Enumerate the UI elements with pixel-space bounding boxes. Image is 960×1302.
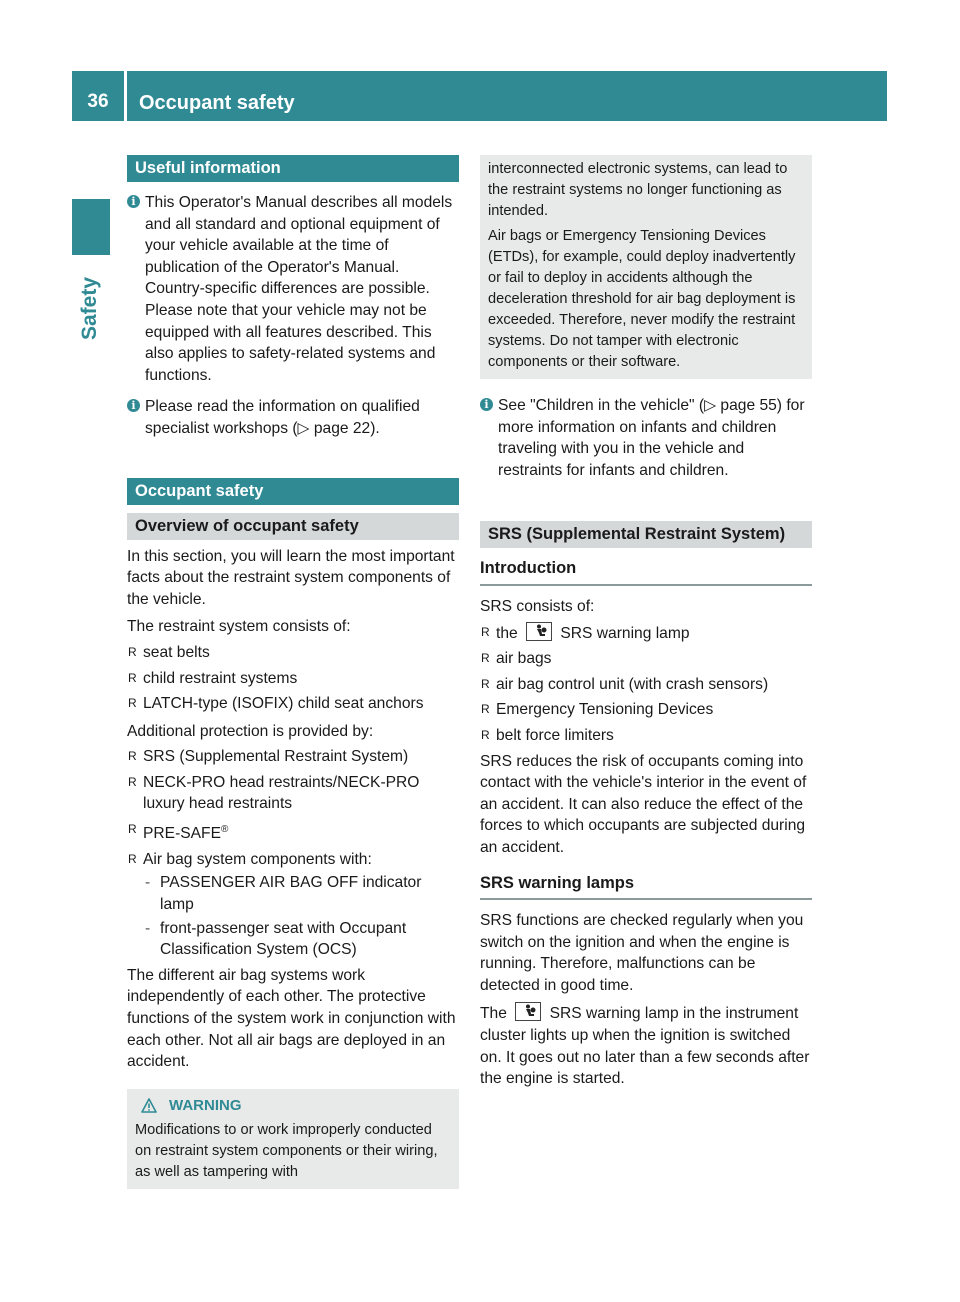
info-note-manual [127,192,459,386]
srs-heading: SRS (Supplemental Restraint System) [480,521,812,548]
srs-reduces-paragraph: SRS reduces the risk of occupants coming into contact with the vehicle's interior in the event of an accident. It can also reduce the effect of the forces to which occupants are subjected during an accident. [480,752,807,856]
list-item [480,622,812,645]
list-item: R air bag control unit (with crash sensors) [480,674,812,696]
list-item: R seat belts [127,642,459,664]
info-icon: i [480,398,493,411]
side-tab-label: Safety [78,276,101,340]
header-separator [124,71,127,121]
warning-box [127,1089,459,1189]
list-item: R Air bag system components with: [127,849,459,871]
info-note-workshops [127,396,459,439]
info-note-text: See "Children in the vehicle" (▷ page 55) for more information on infants and children traveling with you in the vehicle and restraints for infants and children. [498,397,805,479]
list-item-text: SRS warning lamp [560,624,690,642]
srs-warning-lamps-heading: SRS warning lamps [480,873,812,901]
warning-label: WARNING [169,1096,242,1114]
left-column [127,155,459,1189]
list-item-text: the [496,624,518,642]
list-item: R SRS (Supplemental Restraint System) [127,746,459,768]
warning-box-continued [480,155,812,379]
page-title: Occupant safety [139,92,295,114]
warning-text: interconnected electronic systems, can lead to the restraint systems no longer functioning as intended. [488,161,788,219]
page-number: 36 [87,91,109,112]
right-column [480,155,812,1090]
list-item: R NECK-PRO head restraints/NECK-PRO luxury head restraints [127,772,459,815]
info-icon: i [127,195,140,208]
side-tab-marker [72,199,110,255]
warning-text: Modifications to or work improperly conducted on restraint system components or their wiring, as well as tampering with [135,1121,438,1180]
useful-information-heading: Useful information [127,155,459,182]
list-item: R air bags [480,648,812,670]
airbag-paragraph: The different air bag systems work independently of each other. The protective functions of the system work in conjunction with each other. Not all air bags are deployed in an accident. [127,966,456,1071]
lamps-paragraph-2 [480,1002,812,1089]
paragraph-text: The [480,1005,507,1023]
list-item [127,819,459,845]
srs-consists-paragraph: SRS consists of: [480,597,595,615]
info-note-text: Please read the information on qualified specialist workshops (▷ page 22). [145,398,420,437]
occupant-safety-heading: Occupant safety [127,478,459,505]
info-note-children [480,395,812,481]
paragraph-text: SRS warning lamp in the instrument cluster lights up when the ignition is switched on. It goes out no later than a few seconds after the engine is started. [480,1005,810,1088]
overview-heading: Overview of occupant safety [127,513,459,540]
list-item-text: PRE-SAFE [143,825,221,843]
intro-paragraph: In this section, you will learn the most important facts about the restraint system components of the vehicle. [127,547,455,608]
warning-heading [141,1095,451,1116]
introduction-heading: Introduction [480,558,812,586]
sub-list-item: - PASSENGER AIR BAG OFF indicator lamp [127,872,459,915]
list-item: R Emergency Tensioning Devices [480,699,812,721]
warning-triangle-icon [141,1098,157,1113]
sub-list-item: - front-passenger seat with Occupant Classification System (OCS) [127,918,459,961]
srs-warning-lamp-icon [515,1002,541,1021]
srs-warning-lamp-icon [526,622,552,641]
additional-paragraph: Additional protection is provided by: [127,722,374,740]
warning-text: Air bags or Emergency Tensioning Devices (ETDs), for example, could deploy inadvertently or fail to deploy in accidents although the deceleration threshold for air bag deployment is exceeded. Therefore, never modify the restraint systems. Do not tamper with electronic components or their software. [488,228,796,370]
list-item: R LATCH-type (ISOFIX) child seat anchors [127,693,459,715]
info-note-text: This Operator's Manual describes all models and all standard and optional equipment of your vehicle available at the time of publication of the Operator's Manual. Country-specific differences are possible. Please note that your vehicle may not be equipped with all features described. This also applies to safety-related systems and functions. [145,194,453,384]
lamps-paragraph: SRS functions are checked regularly when you switch on the ignition and when the engine is running. Therefore, malfunctions can be detected in good time. [480,912,804,994]
info-icon: i [127,399,140,412]
list-item: R child restraint systems [127,668,459,690]
registered-mark: ® [220,824,229,836]
list-item: R belt force limiters [480,725,812,747]
consists-paragraph: The restraint system consists of: [127,618,351,636]
